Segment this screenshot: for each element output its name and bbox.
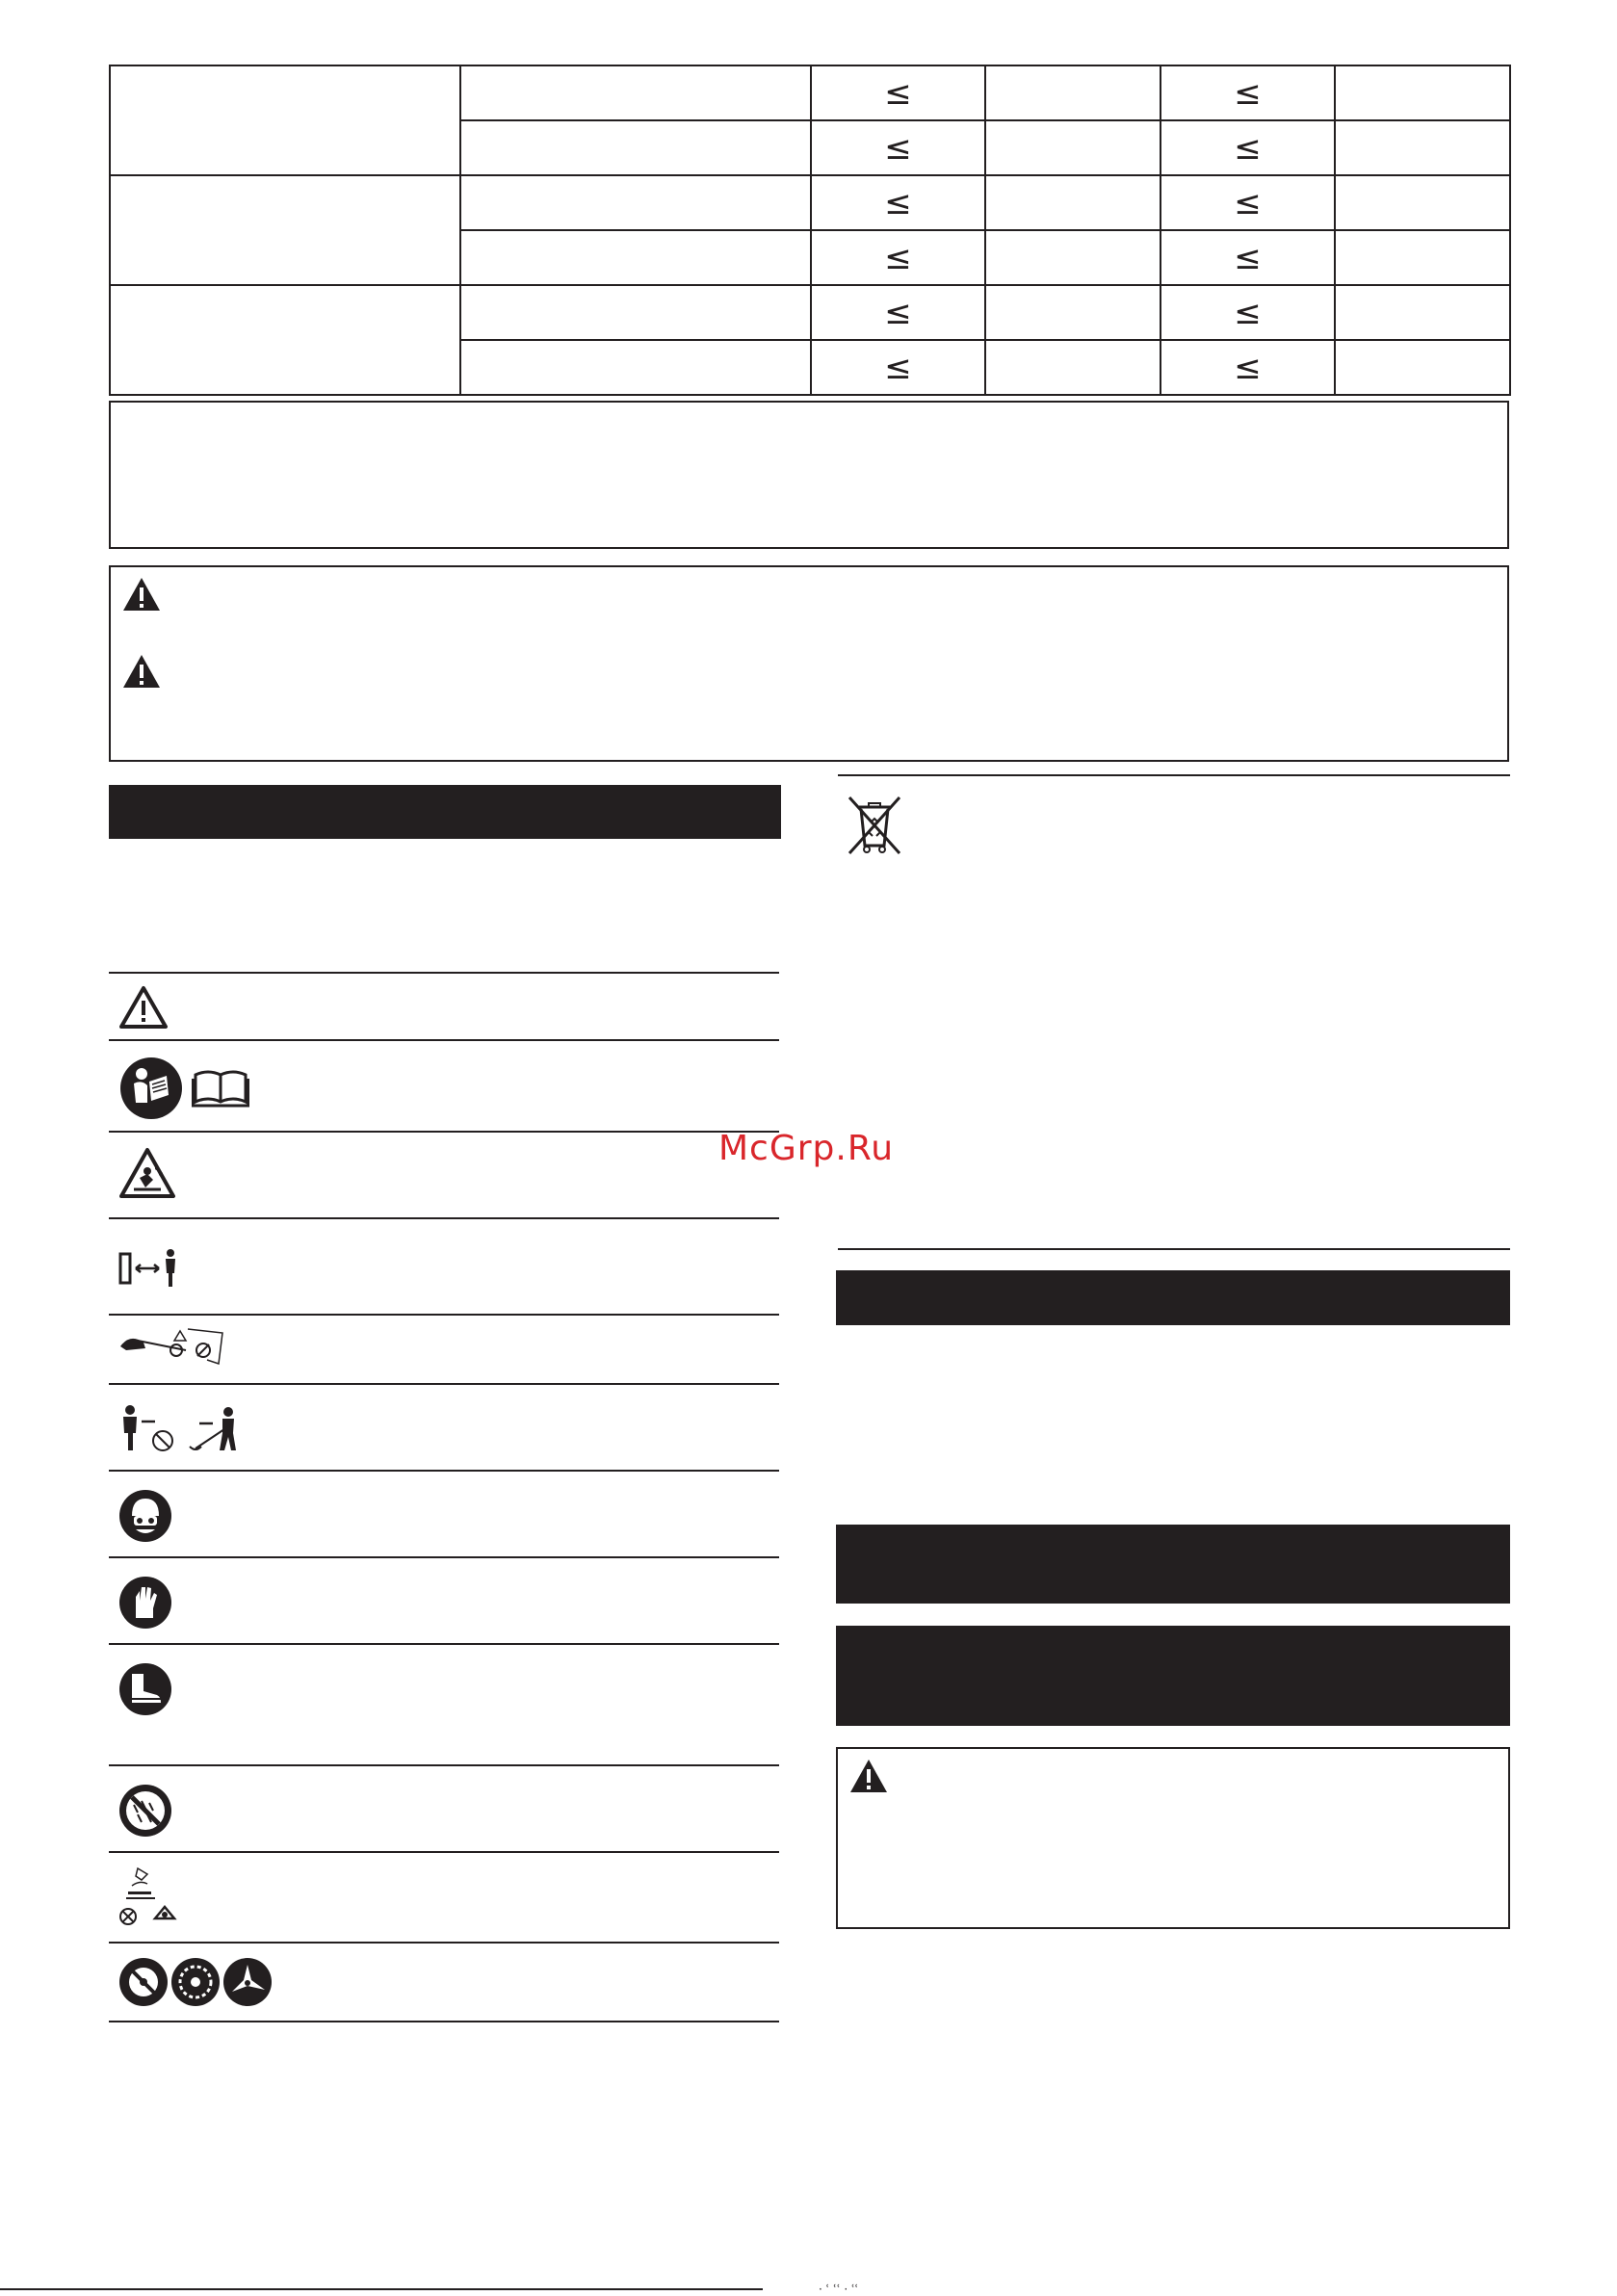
table-cell [985,120,1161,175]
symbol-row [109,1942,779,2022]
blade-thrust-icon [118,1325,224,1368]
footer-line [0,2288,763,2290]
table-cell [460,285,811,340]
symbol-row [109,1556,779,1643]
warning-triangle-icon [122,577,161,612]
table-cell [460,175,811,230]
symbol-row [109,1764,779,1851]
table-cell [1335,230,1510,285]
le-symbol: ≤ [811,175,985,230]
symbol-row [109,1383,779,1470]
le-symbol: ≤ [1161,65,1335,120]
symbol-row [109,1217,779,1314]
table-cell [110,175,460,285]
le-symbol: ≤ [1161,285,1335,340]
footer-marks: · ʿ ʿʿ · ʿʿ [819,2283,859,2296]
le-symbol: ≤ [1161,230,1335,285]
table-cell [985,340,1161,395]
table-cell [460,120,811,175]
table-cell [985,175,1161,230]
keep-distance-icon [118,1248,180,1289]
table-cell [985,65,1161,120]
table-row [110,285,1510,340]
max-speed-blade-icon [118,1866,178,1930]
warning-triangle-icon [118,985,169,1030]
table-cell [1335,65,1510,120]
le-symbol: ≤ [1161,175,1335,230]
le-symbol: ≤ [811,230,985,285]
gloves-icon [118,1576,172,1630]
warning-box [836,1747,1510,1929]
table-cell [110,65,460,175]
symbol-row [109,1643,779,1764]
manual-book-icon [192,1069,249,1108]
symbol-row [109,1314,779,1383]
safety-boots-icon [118,1662,172,1716]
symbol-row [109,1851,779,1942]
table-cell [1335,340,1510,395]
table-cell [1335,120,1510,175]
read-manual-icon [118,1057,184,1120]
keep-bystanders-away-icon [118,1404,244,1454]
table-cell [985,285,1161,340]
table-cell [460,340,811,395]
symbol-row [109,1131,779,1217]
warning-box [109,565,1509,762]
symbol-row [109,972,779,1039]
le-symbol: ≤ [811,120,985,175]
le-symbol: ≤ [1161,340,1335,395]
circular-saw-blade-icon [170,1957,221,2007]
table-row [110,175,1510,230]
cutting-blade-icon [118,1957,169,2007]
symbol-row [109,1039,779,1131]
divider [838,774,1510,776]
divider [838,1248,1510,1250]
le-symbol: ≤ [1161,120,1335,175]
warning-triangle-icon [849,1759,888,1793]
three-tooth-blade-icon [222,1957,273,2007]
table-row [110,65,1510,120]
table-cell [110,285,460,395]
no-rain-icon [118,1784,172,1838]
table-cell [1335,285,1510,340]
note-box [109,401,1509,549]
section-heading-bar [836,1626,1510,1726]
watermark: McGrp.Ru [718,1129,895,1168]
section-heading-bar [836,1270,1510,1325]
section-heading-bar [109,785,781,839]
table-cell [460,230,811,285]
table-cell [1335,175,1510,230]
section-heading-bar [836,1525,1510,1604]
le-symbol: ≤ [811,65,985,120]
spec-table [109,65,1511,396]
le-symbol: ≤ [811,340,985,395]
symbol-row [109,1470,779,1556]
warning-triangle-icon [122,654,161,689]
le-symbol: ≤ [811,285,985,340]
eye-ear-protection-icon [118,1489,172,1543]
thrown-objects-icon [118,1147,176,1199]
table-cell [985,230,1161,285]
crossed-out-wheelie-bin-icon [846,796,903,855]
table-cell [460,65,811,120]
